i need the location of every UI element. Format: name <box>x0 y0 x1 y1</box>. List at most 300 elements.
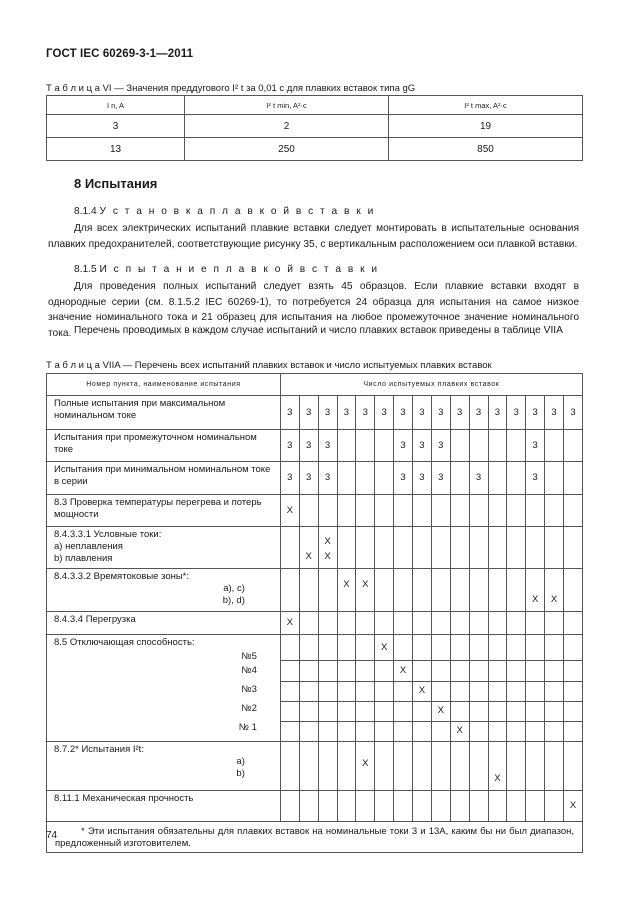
count-mark <box>375 594 393 609</box>
count-mark <box>526 773 544 788</box>
table6-header-in: I n, A <box>47 96 185 115</box>
count-cell <box>507 495 526 527</box>
count-mark <box>300 579 318 594</box>
count-cell <box>280 721 299 741</box>
count-mark <box>545 536 563 551</box>
count-cell <box>564 742 583 791</box>
table-row <box>47 495 583 527</box>
test-sublabel: №4 <box>241 665 257 676</box>
count-cell <box>394 495 413 527</box>
count-mark <box>470 594 488 609</box>
test-sublabel: a), c) <box>223 583 245 594</box>
count-cell <box>356 721 375 741</box>
count-mark <box>356 594 374 609</box>
count-cell <box>299 527 318 569</box>
count-mark <box>451 594 469 609</box>
count-cell <box>564 569 583 612</box>
count-cell: 3 <box>526 430 545 462</box>
count-mark <box>394 773 412 788</box>
table6-cell: 850 <box>389 138 583 161</box>
count-cell <box>488 721 507 741</box>
count-cell <box>337 527 356 569</box>
count-cell <box>375 661 394 681</box>
count-mark <box>564 551 582 566</box>
count-cell: X <box>280 495 299 527</box>
count-mark <box>375 551 393 566</box>
count-cell: 3 <box>318 462 337 495</box>
count-mark <box>281 579 299 594</box>
count-mark <box>413 758 431 773</box>
table6-caption-text: — Значения преддугового I² t за 0,01 с для плавких вставок типа gG <box>114 83 416 94</box>
count-mark <box>526 551 544 566</box>
table6-caption <box>46 83 415 94</box>
count-cell <box>488 527 507 569</box>
count-mark <box>451 758 469 773</box>
count-cell <box>413 569 432 612</box>
count-cell: X <box>280 612 299 635</box>
count-cell <box>375 612 394 635</box>
count-cell <box>545 791 564 822</box>
count-cell: 3 <box>526 462 545 495</box>
count-mark <box>451 551 469 566</box>
count-cell: 3 <box>413 396 432 430</box>
count-cell <box>299 612 318 635</box>
count-cell <box>337 701 356 721</box>
table7-caption-text: — Перечень всех испытаний плавких вставок и число испытуемых плавких вставок <box>122 360 492 371</box>
count-cell <box>356 495 375 527</box>
test-sublabel: № 1 <box>238 722 257 733</box>
count-cell <box>280 661 299 681</box>
count-mark: X <box>362 579 369 590</box>
count-mark <box>432 536 450 551</box>
count-cell <box>488 635 507 661</box>
count-cell <box>545 661 564 681</box>
count-cell <box>545 462 564 495</box>
count-cell: 3 <box>394 462 413 495</box>
count-cell: 3 <box>337 396 356 430</box>
count-mark <box>281 536 299 551</box>
count-mark <box>489 579 507 594</box>
count-cell <box>337 462 356 495</box>
count-cell <box>564 661 583 681</box>
count-cell <box>318 527 337 569</box>
count-cell <box>450 635 469 661</box>
count-cell <box>450 701 469 721</box>
count-cell <box>280 701 299 721</box>
count-cell <box>507 430 526 462</box>
count-cell <box>394 635 413 661</box>
count-cell <box>545 430 564 462</box>
count-cell <box>413 612 432 635</box>
test-sublabel: b) плавления <box>54 553 113 564</box>
count-cell <box>526 635 545 661</box>
count-cell <box>431 791 450 822</box>
count-mark <box>507 773 525 788</box>
count-cell <box>318 495 337 527</box>
count-cell <box>507 742 526 791</box>
count-cell: 3 <box>280 430 299 462</box>
test-label: Испытания при промежуточном номинальном токе <box>47 430 281 462</box>
test-label: Испытания при минимальном номинальном токе в серии <box>47 462 281 495</box>
count-mark: X <box>324 536 331 547</box>
count-cell <box>545 612 564 635</box>
count-cell <box>375 462 394 495</box>
count-cell <box>318 742 337 791</box>
count-cell: 3 <box>431 462 450 495</box>
count-cell: 3 <box>507 396 526 430</box>
test-label: 8.4.3.3.2 Времятоковые зоны*: <box>54 571 190 582</box>
table-row <box>47 430 583 462</box>
count-mark <box>432 594 450 609</box>
count-cell: 3 <box>469 462 488 495</box>
count-cell <box>469 430 488 462</box>
count-cell <box>375 681 394 701</box>
table6-caption-num: VI <box>102 83 112 94</box>
count-cell <box>299 661 318 681</box>
test-label: Полные испытания при максимальном номинальном токе <box>47 396 281 430</box>
page-number: 74 <box>46 830 58 841</box>
count-cell <box>450 495 469 527</box>
count-cell: 3 <box>318 396 337 430</box>
table-row <box>47 791 583 822</box>
count-cell: 3 <box>299 430 318 462</box>
test-label: 8.3 Проверка температуры перегрева и потерь мощности <box>47 495 281 527</box>
count-mark <box>338 594 356 609</box>
table-row <box>47 742 583 791</box>
count-mark <box>507 551 525 566</box>
count-cell <box>469 721 488 741</box>
count-cell <box>431 681 450 701</box>
count-cell <box>413 791 432 822</box>
table6-header-i2tmin: I² t min, A²·c <box>185 96 389 115</box>
count-cell <box>526 701 545 721</box>
table6-cell: 19 <box>389 115 583 138</box>
count-cell <box>431 742 450 791</box>
count-cell <box>488 661 507 681</box>
count-mark <box>281 758 299 773</box>
count-cell <box>299 681 318 701</box>
count-mark: X <box>324 551 331 562</box>
test-label-group <box>47 742 281 791</box>
count-cell <box>413 742 432 791</box>
count-mark <box>356 773 374 788</box>
count-cell: 3 <box>413 462 432 495</box>
count-cell <box>564 430 583 462</box>
count-cell <box>507 721 526 741</box>
count-cell <box>564 681 583 701</box>
count-cell <box>356 681 375 701</box>
count-cell <box>375 430 394 462</box>
count-cell <box>280 569 299 612</box>
count-cell <box>469 701 488 721</box>
count-cell <box>526 721 545 741</box>
count-cell <box>488 569 507 612</box>
count-cell <box>469 527 488 569</box>
count-mark <box>545 551 563 566</box>
count-cell: 3 <box>299 396 318 430</box>
count-mark <box>338 758 356 773</box>
table7-footnote: * Эти испытания обязательны для плавких вставок на номинальные токи 3 и 13А, каким бы ни был диапазон, предложенный изготовителем. <box>47 822 583 853</box>
table7-header-count: Число испытуемых плавких вставок <box>280 374 582 396</box>
subsection-title: У с т а н о в к а п л а в к о й в с т а в к и <box>99 206 376 217</box>
test-sublabel: №3 <box>241 684 257 695</box>
table6-cell: 250 <box>185 138 389 161</box>
count-cell <box>299 791 318 822</box>
count-cell <box>280 681 299 701</box>
count-cell <box>469 635 488 661</box>
test-label: 8.7.2* Испытания I²t: <box>54 744 144 755</box>
table7-caption-num: VIIA <box>102 360 121 371</box>
count-cell <box>488 701 507 721</box>
count-cell <box>280 791 299 822</box>
count-cell <box>450 612 469 635</box>
count-cell <box>318 721 337 741</box>
count-mark: X <box>305 551 312 562</box>
count-cell: 3 <box>545 396 564 430</box>
count-mark <box>375 773 393 788</box>
count-cell: 3 <box>394 430 413 462</box>
table-row <box>47 396 583 430</box>
count-cell <box>375 495 394 527</box>
test-sublabel: b), d) <box>222 595 245 606</box>
table6-caption-word: Т а б л и ц а <box>46 83 100 94</box>
count-cell <box>299 721 318 741</box>
paragraph-samples: Для проведения полных испытаний следует взять 45 образцов. Если плавкие вставки входят в однородные серии (см. 8.1.5.2 IEC 60269-1), то потребуется 24 образца для испытания на самое низкое значение номинального тока и 21 образец для испытания на любое промежуточное значение номинального тока. <box>48 281 579 339</box>
count-cell <box>299 635 318 661</box>
count-mark <box>564 536 582 551</box>
count-cell <box>507 569 526 612</box>
test-sublabel: a) неплавления <box>54 541 123 552</box>
count-cell <box>507 462 526 495</box>
count-mark <box>470 551 488 566</box>
count-cell: X <box>375 635 394 661</box>
count-cell <box>394 721 413 741</box>
count-cell <box>564 462 583 495</box>
count-cell <box>394 612 413 635</box>
count-cell: 3 <box>318 430 337 462</box>
count-cell <box>564 635 583 661</box>
count-mark: X <box>362 758 369 769</box>
count-mark <box>356 536 374 551</box>
count-cell <box>564 527 583 569</box>
count-mark <box>300 773 318 788</box>
count-cell <box>526 495 545 527</box>
table-row <box>47 569 583 612</box>
count-cell <box>280 527 299 569</box>
count-mark <box>432 551 450 566</box>
count-mark <box>281 594 299 609</box>
count-cell <box>526 527 545 569</box>
count-mark <box>507 594 525 609</box>
count-mark <box>526 536 544 551</box>
count-cell <box>469 661 488 681</box>
count-mark <box>319 773 337 788</box>
test-sublabel: №2 <box>241 703 257 714</box>
count-cell <box>299 742 318 791</box>
count-cell: 3 <box>450 396 469 430</box>
count-mark <box>413 773 431 788</box>
table6-cell: 13 <box>47 138 185 161</box>
count-cell <box>526 681 545 701</box>
count-mark <box>319 758 337 773</box>
table6-cell: 2 <box>185 115 389 138</box>
count-cell: X <box>413 681 432 701</box>
table7-header-test: Номер пункта, наименование испытания <box>47 374 281 396</box>
count-cell <box>545 681 564 701</box>
count-cell <box>337 430 356 462</box>
count-mark <box>319 594 337 609</box>
count-cell <box>450 430 469 462</box>
count-cell <box>431 569 450 612</box>
subsection-number: 8.1.4 <box>74 206 97 217</box>
table7 <box>46 373 583 853</box>
count-cell <box>431 721 450 741</box>
count-cell <box>488 495 507 527</box>
count-cell <box>413 635 432 661</box>
count-cell <box>356 430 375 462</box>
count-mark <box>300 536 318 551</box>
count-cell <box>356 701 375 721</box>
count-mark <box>545 758 563 773</box>
count-cell <box>507 612 526 635</box>
count-cell <box>469 742 488 791</box>
count-mark <box>564 773 582 788</box>
count-cell <box>507 791 526 822</box>
count-cell <box>337 742 356 791</box>
table-row <box>47 462 583 495</box>
count-cell <box>318 791 337 822</box>
count-mark <box>489 594 507 609</box>
count-mark <box>470 579 488 594</box>
subsection-number: 8.1.5 <box>74 264 97 275</box>
count-cell <box>526 661 545 681</box>
count-cell <box>431 612 450 635</box>
count-mark <box>413 536 431 551</box>
count-cell: 3 <box>375 396 394 430</box>
count-cell <box>431 635 450 661</box>
table6-header-i2tmax: I² t max, A²·c <box>389 96 583 115</box>
count-cell <box>318 612 337 635</box>
test-label: 8.5 Отключающая способность: <box>54 637 195 648</box>
count-cell: 3 <box>431 396 450 430</box>
table-row <box>47 635 583 661</box>
count-cell <box>450 462 469 495</box>
count-cell: X <box>394 661 413 681</box>
count-cell: 3 <box>356 396 375 430</box>
test-label-group <box>47 569 281 612</box>
count-cell <box>337 721 356 741</box>
count-cell: 3 <box>280 462 299 495</box>
count-cell <box>507 527 526 569</box>
count-mark <box>394 579 412 594</box>
count-cell <box>413 661 432 681</box>
count-cell <box>299 701 318 721</box>
count-cell <box>526 612 545 635</box>
count-cell <box>507 681 526 701</box>
count-cell <box>564 721 583 741</box>
count-cell <box>488 612 507 635</box>
count-mark <box>413 579 431 594</box>
count-mark <box>375 579 393 594</box>
count-cell <box>318 681 337 701</box>
count-mark <box>338 536 356 551</box>
count-cell <box>337 791 356 822</box>
count-cell: 3 <box>394 396 413 430</box>
count-mark <box>545 579 563 594</box>
count-cell <box>545 569 564 612</box>
count-mark <box>281 773 299 788</box>
count-cell <box>375 701 394 721</box>
count-cell <box>318 661 337 681</box>
subsection-8-1-4 <box>74 206 375 217</box>
count-cell <box>507 661 526 681</box>
count-cell <box>469 791 488 822</box>
count-cell: 3 <box>526 396 545 430</box>
count-mark <box>300 594 318 609</box>
count-cell <box>545 495 564 527</box>
count-cell <box>564 612 583 635</box>
count-cell <box>356 527 375 569</box>
count-mark <box>413 551 431 566</box>
test-label: 8.11.1 Механическая прочность <box>47 791 281 822</box>
count-cell <box>394 742 413 791</box>
count-cell <box>280 635 299 661</box>
count-cell <box>526 569 545 612</box>
count-cell <box>469 681 488 701</box>
subsection-title: И с п ы т а н и е п л а в к о й в с т а в к и <box>99 264 380 275</box>
count-mark <box>526 758 544 773</box>
count-cell <box>488 681 507 701</box>
count-mark <box>394 551 412 566</box>
count-cell: 3 <box>488 396 507 430</box>
count-cell <box>450 742 469 791</box>
count-mark <box>300 758 318 773</box>
count-mark <box>564 594 582 609</box>
count-cell <box>413 701 432 721</box>
count-mark <box>470 536 488 551</box>
count-mark <box>394 594 412 609</box>
count-cell <box>318 701 337 721</box>
count-mark <box>451 773 469 788</box>
count-cell <box>337 681 356 701</box>
count-mark <box>413 594 431 609</box>
count-cell <box>545 527 564 569</box>
count-cell <box>507 635 526 661</box>
count-cell <box>394 701 413 721</box>
count-cell <box>431 527 450 569</box>
count-cell <box>394 527 413 569</box>
count-mark <box>451 579 469 594</box>
test-label-group <box>47 635 281 742</box>
count-cell <box>356 742 375 791</box>
count-cell <box>375 721 394 741</box>
count-cell <box>356 462 375 495</box>
paragraph-list: Перечень проводимых в каждом случае испытаний и число плавких вставок приведены в таблице VIIA <box>74 325 563 336</box>
count-cell: 3 <box>413 430 432 462</box>
test-label: 8.4.3.4 Перегрузка <box>47 612 281 635</box>
count-mark: X <box>550 594 558 605</box>
count-cell <box>469 495 488 527</box>
count-cell <box>545 701 564 721</box>
count-mark <box>432 773 450 788</box>
subsection-8-1-5 <box>74 264 379 275</box>
paragraph-mounting: Для всех электрических испытаний плавкие вставки следует монтировать в испытательные основания плавких предохранителей, соответствующие рисунку 35, с вертикальным расположением оси плавкой вставки. <box>48 223 579 250</box>
count-cell <box>394 681 413 701</box>
count-mark <box>375 758 393 773</box>
count-cell <box>526 791 545 822</box>
test-sublabel: a) <box>236 756 245 767</box>
table7-caption <box>46 360 492 371</box>
